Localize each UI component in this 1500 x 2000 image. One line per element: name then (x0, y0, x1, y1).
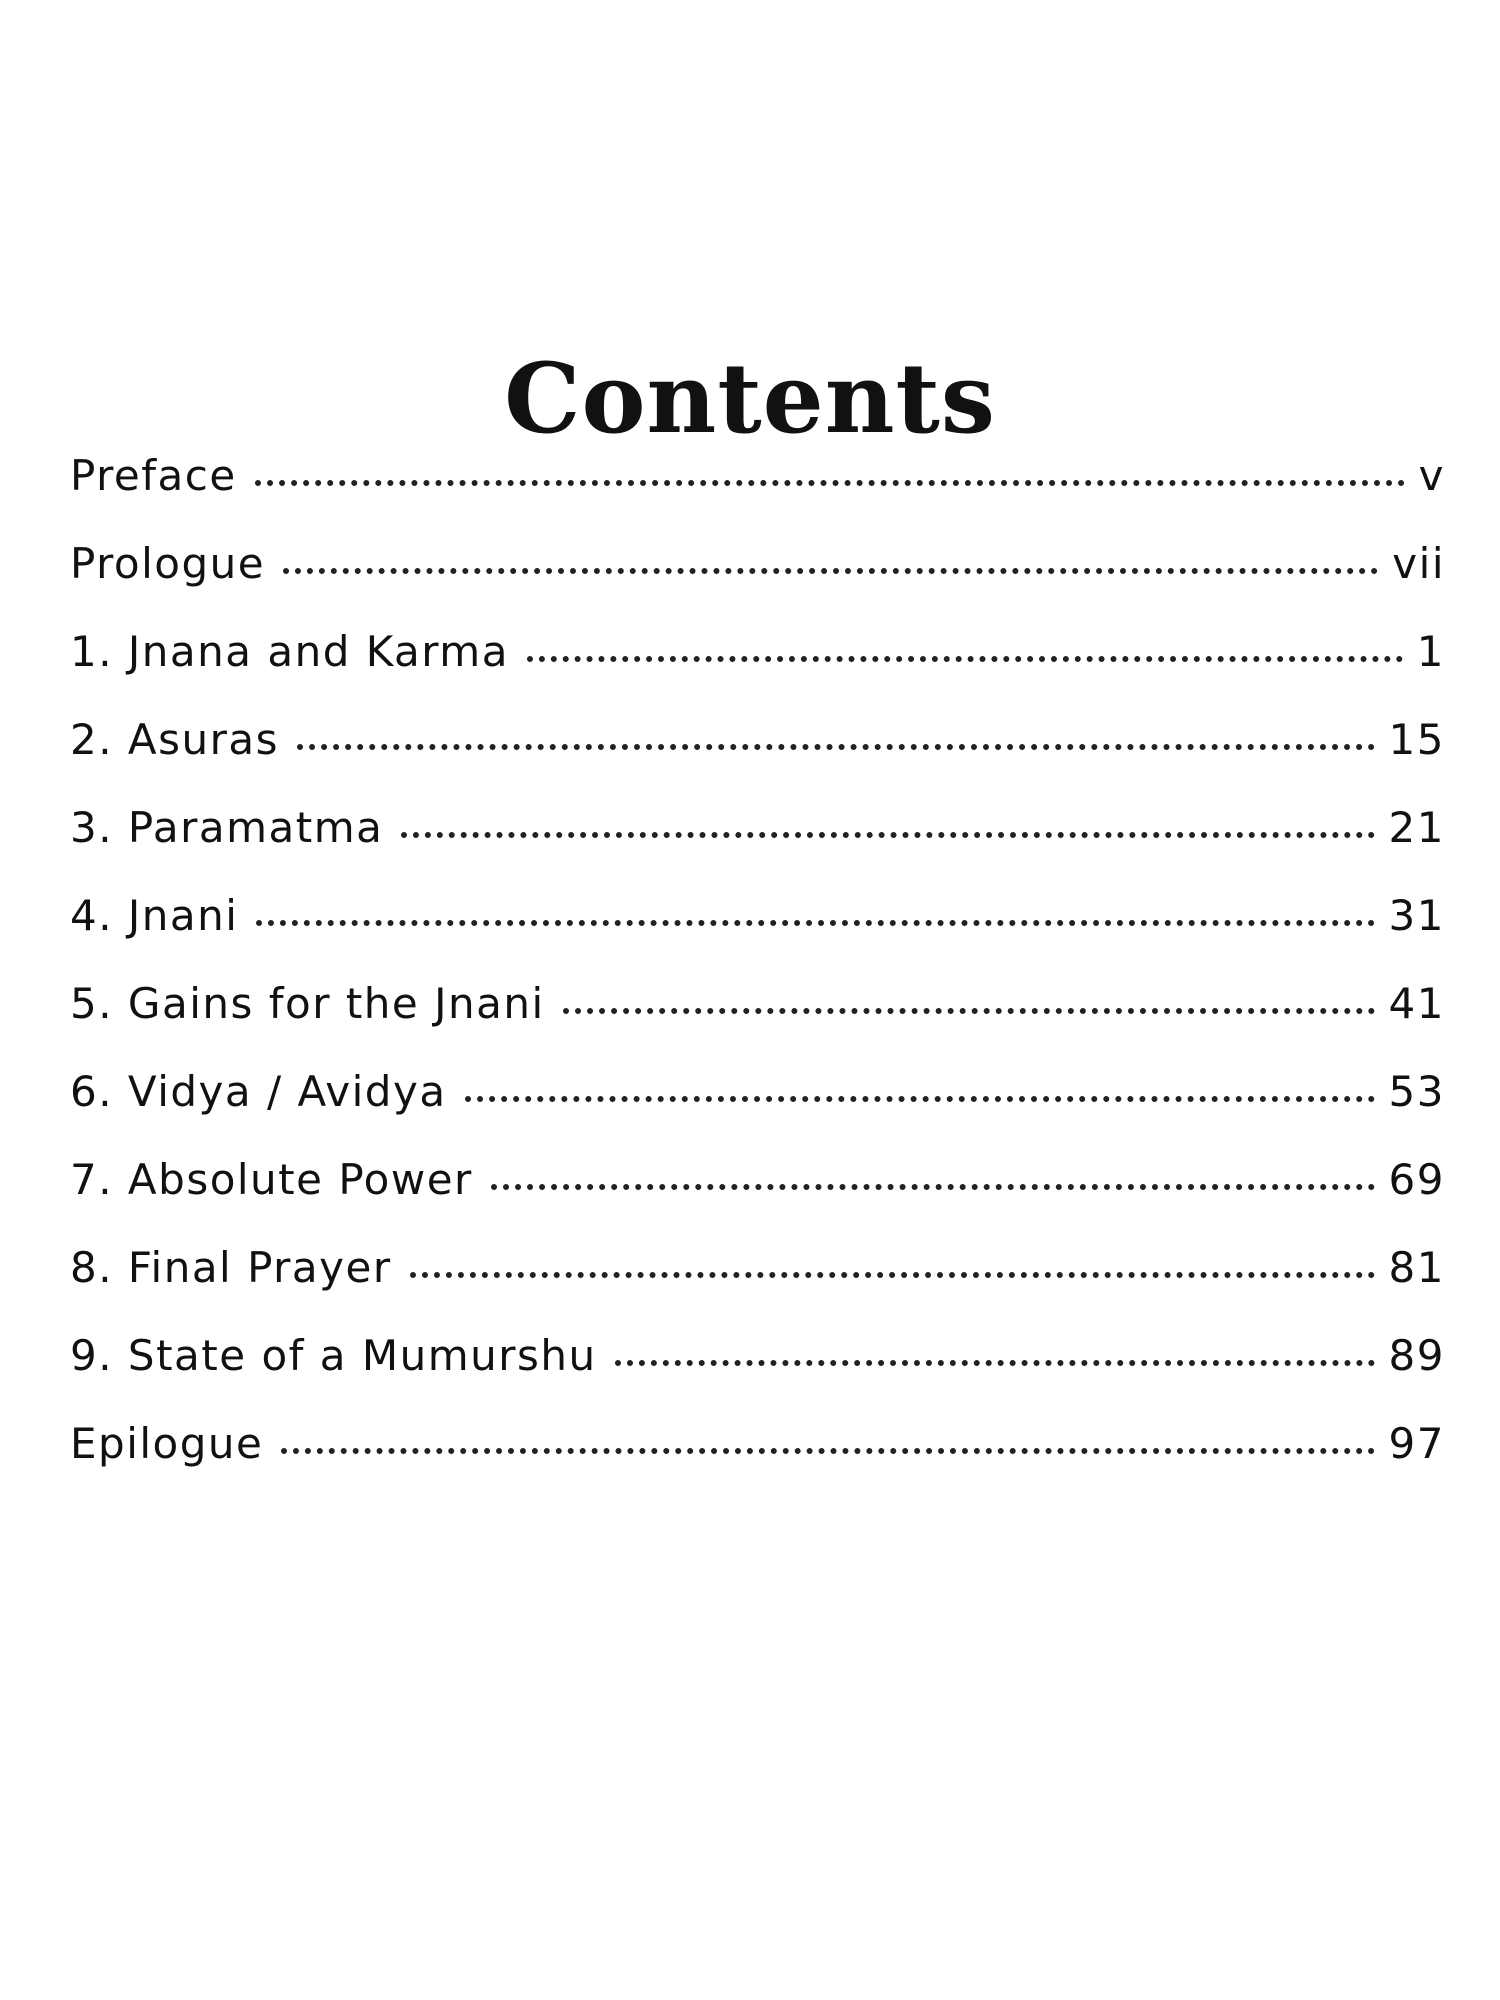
dot-leader (255, 480, 1405, 486)
dot-leader (401, 832, 1374, 838)
dot-leader (297, 744, 1375, 750)
toc-page-number: v (1418, 451, 1445, 500)
page-title: Contents (504, 342, 996, 456)
toc-page-number: 53 (1388, 1067, 1445, 1116)
toc-entry-label: 6. Vidya / Avidya (70, 1067, 447, 1116)
toc-entry (70, 446, 1445, 534)
dot-leader (491, 1184, 1375, 1190)
toc-entry (70, 622, 1445, 710)
toc-entry-label: 7. Absolute Power (70, 1155, 473, 1204)
toc-page-number: 69 (1388, 1155, 1445, 1204)
toc-entry (70, 1414, 1445, 1502)
toc-entry (70, 1062, 1445, 1150)
toc-page-number: vii (1392, 539, 1445, 588)
dot-leader (256, 920, 1374, 926)
toc-entry (70, 534, 1445, 622)
table-of-contents (70, 446, 1445, 1502)
toc-entry-label: 1. Jnana and Karma (70, 627, 509, 676)
dot-leader (465, 1096, 1375, 1102)
toc-entry-label: Epilogue (70, 1419, 264, 1468)
toc-page-number: 41 (1388, 979, 1445, 1028)
toc-page-number: 31 (1388, 891, 1445, 940)
toc-entry (70, 974, 1445, 1062)
toc-entry-label: 4. Jnani (70, 891, 239, 940)
toc-entry-label: Prologue (70, 539, 266, 588)
toc-entry-label: Preface (70, 451, 237, 500)
toc-page-number: 97 (1388, 1419, 1445, 1468)
dot-leader (410, 1272, 1375, 1278)
dot-leader (615, 1360, 1375, 1366)
dot-leader (563, 1008, 1375, 1014)
toc-page-number: 21 (1388, 803, 1445, 852)
toc-page-number: 1 (1416, 627, 1445, 676)
toc-entry (70, 886, 1445, 974)
toc-page-number: 89 (1388, 1331, 1445, 1380)
toc-entry-label: 3. Paramatma (70, 803, 384, 852)
toc-entry (70, 798, 1445, 886)
toc-entry (70, 1150, 1445, 1238)
toc-page-number: 81 (1388, 1243, 1445, 1292)
toc-entry (70, 710, 1445, 798)
toc-entry-label: 2. Asuras (70, 715, 280, 764)
dot-leader (283, 568, 1378, 574)
toc-entry-label: 5. Gains for the Jnani (70, 979, 545, 1028)
toc-page-number: 15 (1388, 715, 1445, 764)
toc-entry-label: 9. State of a Mumurshu (70, 1331, 597, 1380)
toc-entry (70, 1238, 1445, 1326)
dot-leader (281, 1448, 1374, 1454)
toc-entry-label: 8. Final Prayer (70, 1243, 392, 1292)
dot-leader (527, 656, 1403, 662)
toc-entry (70, 1326, 1445, 1414)
